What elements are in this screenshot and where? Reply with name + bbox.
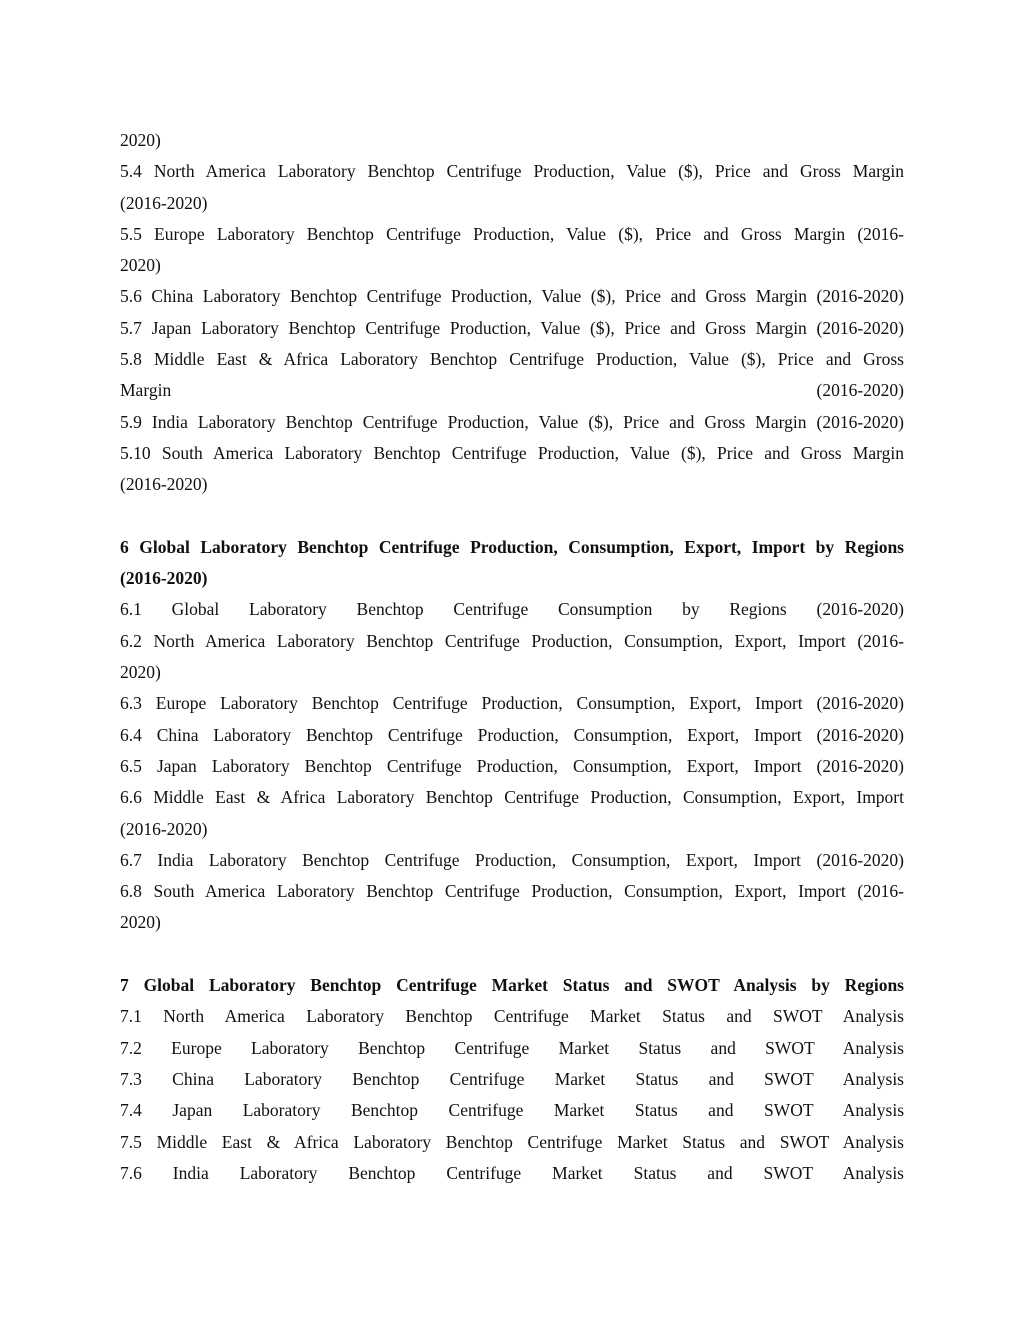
list-item: 6.8 South America Laboratory Benchtop Centrifuge Production, Consumption, Export, Import (2016- xyxy=(120,881,904,902)
list-item: 2020) xyxy=(120,130,161,150)
list-item: (2016-2020) xyxy=(120,192,208,213)
section-6 xyxy=(120,532,904,939)
list-item: 6.3 Europe Laboratory Benchtop Centrifuge Production, Consumption, Export, Import (2016-2020) xyxy=(120,693,904,714)
list-item: 6.1 Global Laboratory Benchtop Centrifuge Consumption by Regions (2016-2020) xyxy=(120,599,904,620)
list-item: 7.2 Europe Laboratory Benchtop Centrifuge Market Status and SWOT Analysis xyxy=(120,1037,904,1058)
section-heading-continued: (2016-2020) xyxy=(120,568,208,589)
section-7 xyxy=(120,970,904,1189)
list-item: 5.7 Japan Laboratory Benchtop Centrifuge Production, Value ($), Price and Gross Margin (2016-2020) xyxy=(120,317,904,338)
list-item: 2020) xyxy=(120,662,161,683)
list-item: 5.6 China Laboratory Benchtop Centrifuge Production, Value ($), Price and Gross Margin (2016-2020) xyxy=(120,286,904,307)
list-item: 5.10 South America Laboratory Benchtop Centrifuge Production, Value ($), Price and Gross Margin xyxy=(120,442,904,463)
list-item: 7.5 Middle East & Africa Laboratory Benchtop Centrifuge Market Status and SWOT Analysis xyxy=(120,1131,904,1152)
list-item: (2016-2020) xyxy=(120,818,208,839)
list-item: 7.3 China Laboratory Benchtop Centrifuge Market Status and SWOT Analysis xyxy=(120,1068,904,1089)
list-item: 5.5 Europe Laboratory Benchtop Centrifuge Production, Value ($), Price and Gross Margin (2016- xyxy=(120,223,904,244)
list-item: (2016-2020) xyxy=(120,474,208,495)
list-item: 2020) xyxy=(120,912,161,933)
list-item: 7.1 North America Laboratory Benchtop Centrifuge Market Status and SWOT Analysis xyxy=(120,1006,904,1027)
list-item: 6.4 China Laboratory Benchtop Centrifuge Production, Consumption, Export, Import (2016-2020) xyxy=(120,724,904,745)
document-page xyxy=(120,125,904,1189)
list-item: 6.2 North America Laboratory Benchtop Centrifuge Production, Consumption, Export, Import (2016- xyxy=(120,630,904,651)
section-heading: 7 Global Laboratory Benchtop Centrifuge Market Status and SWOT Analysis by Regions xyxy=(120,975,904,996)
list-item: Margin (2016-2020) xyxy=(120,380,904,401)
list-item: 2020) xyxy=(120,255,161,276)
section-heading: 6 Global Laboratory Benchtop Centrifuge Production, Consumption, Export, Import by Regions xyxy=(120,536,904,557)
list-item: 7.6 India Laboratory Benchtop Centrifuge Market Status and SWOT Analysis xyxy=(120,1162,904,1183)
list-item: 5.4 North America Laboratory Benchtop Centrifuge Production, Value ($), Price and Gross Margin xyxy=(120,161,904,182)
list-item: 6.6 Middle East & Africa Laboratory Benchtop Centrifuge Production, Consumption, Export, Import xyxy=(120,787,904,808)
list-item: 6.7 India Laboratory Benchtop Centrifuge Production, Consumption, Export, Import (2016-2020) xyxy=(120,849,904,870)
list-item: 6.5 Japan Laboratory Benchtop Centrifuge Production, Consumption, Export, Import (2016-2020) xyxy=(120,755,904,776)
section-5-list xyxy=(120,125,904,501)
list-item: 7.4 Japan Laboratory Benchtop Centrifuge Market Status and SWOT Analysis xyxy=(120,1100,904,1121)
section-spacer xyxy=(120,501,904,532)
section-spacer xyxy=(120,939,904,970)
list-item: 5.9 India Laboratory Benchtop Centrifuge Production, Value ($), Price and Gross Margin (2016-2020) xyxy=(120,411,904,432)
list-item: 5.8 Middle East & Africa Laboratory Benchtop Centrifuge Production, Value ($), Price and Gross xyxy=(120,349,904,370)
